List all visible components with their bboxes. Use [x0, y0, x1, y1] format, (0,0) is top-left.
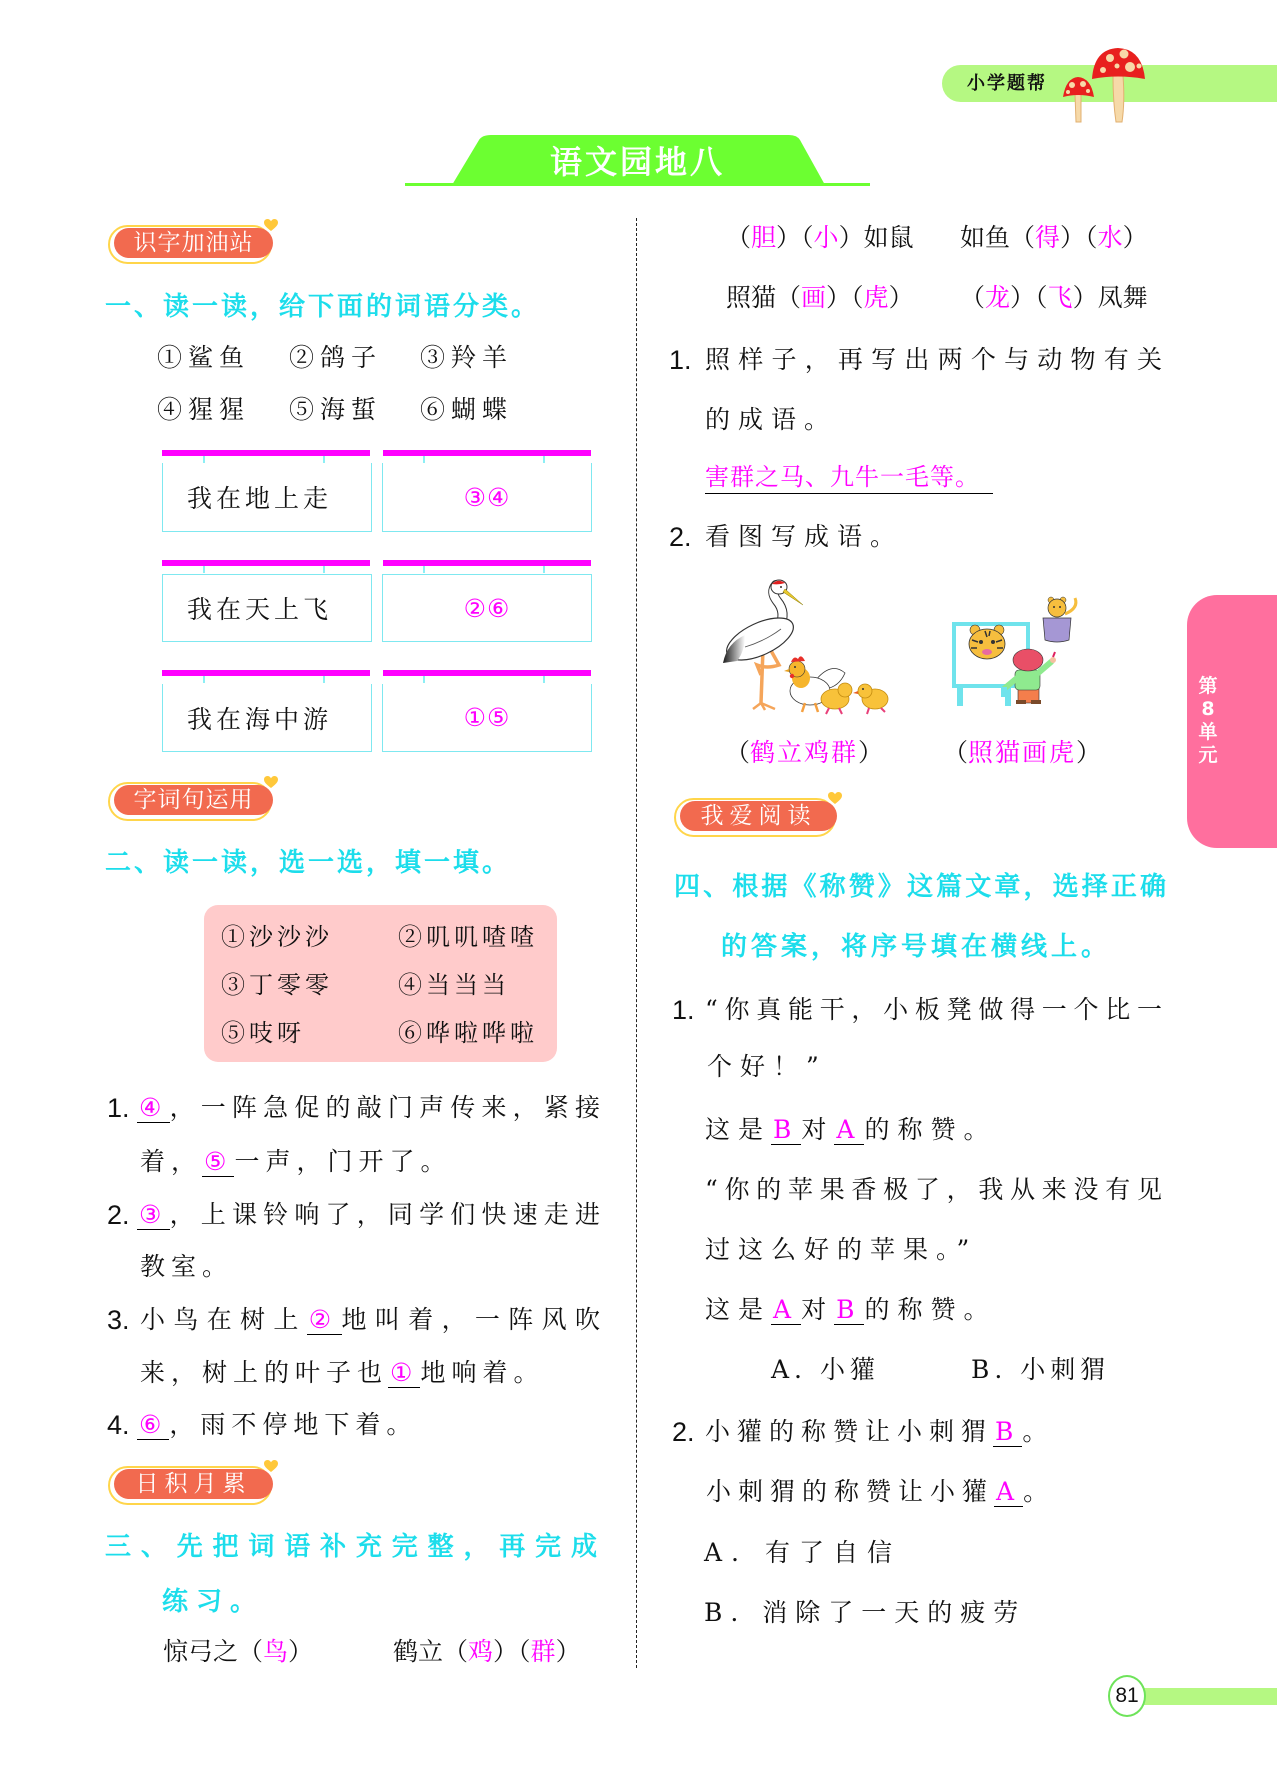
question-line: [140, 1252, 233, 1282]
table-tick: [203, 566, 205, 573]
answer-blank: ③: [139, 1200, 168, 1229]
table-answer-cell: [382, 574, 592, 642]
unit-tab: [1187, 595, 1277, 848]
idiom-answer: 水: [1097, 223, 1123, 252]
word-item: ④猩猩: [157, 395, 251, 424]
question-text: 小刺猬的称赞让小獾: [706, 1477, 995, 1506]
idiom-answer: 鸡: [468, 1637, 494, 1666]
idiom-answer: 画: [801, 283, 827, 312]
question-number: 1.: [672, 995, 695, 1025]
idiom-answer: 胆: [751, 223, 777, 252]
table-answer-cell: [382, 463, 592, 532]
answer-sentence: [705, 1295, 996, 1325]
question-heading-1: 一、读一读，给下面的词语分类。: [105, 292, 541, 322]
paren: ）: [1076, 738, 1102, 767]
idiom-text: ）（: [776, 223, 814, 252]
option-item: ④当当当: [398, 971, 510, 999]
idiom-text: ）（: [493, 1637, 531, 1666]
idiom-text: ）: [288, 1637, 314, 1666]
word-item: ⑥蝴蝶: [420, 395, 514, 424]
sentence-text: 这是: [705, 1295, 772, 1324]
question-line: [137, 1410, 417, 1440]
question-number: 4.: [107, 1410, 130, 1440]
question-text: 一声，门开了。: [234, 1147, 452, 1176]
answer-blank: ①: [390, 1358, 419, 1387]
answer-blank: ②: [308, 1305, 340, 1334]
quote-text: “你的苹果香极了，我从来没有见: [705, 1175, 1166, 1204]
answer-text: ③④: [463, 482, 511, 512]
idiom-text: （: [726, 223, 752, 252]
picture-label: [943, 738, 1101, 768]
unit-tab-char: 元: [1198, 744, 1218, 766]
idiom-text: ）（: [826, 283, 864, 312]
quote-text: 个好！”: [707, 1052, 827, 1081]
sentence-text: 这是: [705, 1115, 772, 1144]
table-tick: [203, 676, 205, 683]
idiom-text: 鹤立（: [393, 1637, 469, 1666]
sentence-text: 的称赞。: [864, 1295, 997, 1324]
heart-icon: [264, 776, 278, 789]
idiom-text: （: [960, 283, 986, 312]
idiom-text: 如鱼（: [960, 223, 1036, 252]
question-text: 教室。: [140, 1252, 234, 1281]
sentence-text: 对: [801, 1295, 835, 1324]
idiom-item: [960, 223, 1148, 253]
answer-blank: A: [996, 1477, 1022, 1506]
question-number: 2.: [669, 522, 692, 552]
badge-label: 识字加油站: [114, 228, 273, 258]
question-heading-4: 四、根据《称赞》这篇文章，选择正确: [674, 872, 1167, 902]
table-bar: [383, 450, 591, 456]
option-item: ⑤吱呀: [221, 1019, 305, 1047]
answer-blank: ⑥: [139, 1410, 168, 1439]
question-text: 地响着。: [420, 1358, 545, 1387]
answer-sentence: [705, 1115, 996, 1145]
table-tick: [423, 456, 425, 463]
question-line: [705, 1417, 1054, 1447]
idiom-text: ）（: [1010, 283, 1048, 312]
idiom-answer: 小: [813, 223, 839, 252]
table-category-cell: [162, 684, 372, 752]
table-tick: [543, 676, 545, 683]
heart-icon: [264, 1460, 278, 1473]
idiom-text: ）如鼠: [838, 223, 914, 252]
idiom-text: ）: [888, 283, 914, 312]
table-bar: [162, 560, 370, 566]
question-number: 1.: [107, 1093, 130, 1123]
section-badge-accumulation: [108, 1465, 275, 1505]
answer-text: ①⑤: [463, 703, 511, 732]
page-number-bar: [1140, 1688, 1277, 1705]
table-tick: [423, 676, 425, 683]
painting-tiger-illustration: [945, 590, 1095, 715]
question-text: 小鸟在树上: [140, 1305, 307, 1334]
badge-label: 字词句运用: [114, 785, 273, 815]
picture-answer: 照猫画虎: [968, 738, 1077, 767]
question-heading-4-cont: 的答案，将序号填在横线上。: [721, 932, 1112, 962]
word-item: ②鸽子: [289, 343, 383, 372]
table-bar: [162, 450, 370, 456]
unit-tab-char: 单: [1198, 721, 1218, 743]
table-tick: [543, 566, 545, 573]
paren: ）: [858, 738, 884, 767]
idiom-text: ）: [555, 1637, 581, 1666]
answer-blank: ⑤: [204, 1147, 233, 1176]
idiom-answer: 虎: [863, 283, 889, 312]
table-bar: [162, 670, 370, 676]
answer-blank: B: [773, 1115, 800, 1144]
question-line: [140, 1147, 451, 1177]
idiom-item: [960, 283, 1148, 313]
choice-option-a: A. 小獾: [771, 1355, 880, 1384]
idiom-answer: 飞: [1047, 283, 1073, 312]
idiom-text: 惊弓之（: [163, 1637, 264, 1666]
heart-icon: [828, 792, 842, 805]
word-item: ⑤海蜇: [289, 395, 383, 424]
table-tick: [323, 566, 325, 573]
paren: （: [725, 738, 751, 767]
page-number: 81: [1108, 1675, 1146, 1717]
option-item: ①沙沙沙: [221, 923, 333, 951]
mushroom-icon: [1058, 44, 1154, 124]
answer-blank: ④: [139, 1093, 168, 1122]
idiom-item: [726, 283, 914, 313]
table-tick: [203, 456, 205, 463]
answer-text: ②⑥: [463, 593, 511, 623]
crane-chickens-illustration: [715, 575, 895, 720]
question-heading-3-cont: 练习。: [162, 1587, 265, 1617]
question-number: 3.: [107, 1305, 130, 1335]
column-divider: [636, 218, 637, 1668]
question-text: 来，树上的叶子也: [140, 1358, 389, 1387]
idiom-text: ）凤舞: [1072, 283, 1148, 312]
question-text: 照样子，再写出两个与动物有关: [705, 345, 1166, 374]
question-heading-3: 三、先把词语补充完整，再完成: [105, 1532, 604, 1562]
answer-blank: A: [773, 1295, 800, 1324]
question-text: 着，: [140, 1147, 203, 1176]
question-line: [137, 1093, 604, 1123]
idiom-text: 照猫（: [726, 283, 802, 312]
question-text: 地叫着，一阵风吹: [341, 1305, 604, 1334]
table-tick: [323, 676, 325, 683]
table-category-cell: [162, 574, 372, 642]
quote-text: 过这么好的苹果。”: [705, 1235, 978, 1264]
idiom-item: [163, 1637, 313, 1667]
question-text: 的成语。: [705, 405, 838, 434]
table-bar: [383, 670, 591, 676]
sentence-text: 对: [801, 1115, 835, 1144]
question-text: 看图写成语。: [705, 522, 904, 551]
picture-answer: 鹤立鸡群: [750, 738, 859, 767]
idiom-answer: 龙: [985, 283, 1011, 312]
section-badge-usage: [108, 781, 275, 821]
cat-in-pot: [1043, 597, 1076, 642]
question-heading-2: 二、读一读，选一选，填一填。: [105, 848, 512, 878]
question-number: 2.: [107, 1200, 130, 1230]
answer-blank: B: [836, 1295, 863, 1324]
choice-option-a: A. 有了自信: [704, 1538, 901, 1567]
question-line: [137, 1200, 604, 1230]
paren: （: [943, 738, 969, 767]
choice-option-b: B. 小刺猬: [971, 1355, 1111, 1384]
question-line: [706, 1477, 1055, 1507]
badge-label: 日积月累: [114, 1469, 273, 1499]
chick: [853, 684, 888, 714]
question-text: 。: [1022, 1417, 1055, 1446]
section-badge-literacy: [108, 224, 275, 264]
table-tick: [323, 456, 325, 463]
answer-blank: B: [995, 1417, 1021, 1446]
category-label: 我在天上飞: [187, 595, 333, 624]
section-badge-reading: [674, 797, 839, 837]
idiom-item: [393, 1637, 581, 1667]
category-label: 我在地上走: [187, 484, 333, 513]
options-box: [204, 905, 557, 1062]
table-tick: [543, 456, 545, 463]
unit-tab-label: [1196, 675, 1220, 767]
idiom-answer: 群: [530, 1637, 556, 1666]
page-title: 语文园地八: [549, 143, 725, 181]
option-item: ⑥哗啦哗啦: [398, 1019, 538, 1047]
question-number: 2.: [672, 1417, 695, 1447]
question-text: 。: [1023, 1477, 1056, 1506]
word-item: ③羚羊: [420, 343, 514, 372]
question-text: ，上课铃响了，同学们快速走进: [169, 1200, 604, 1229]
idiom-answer: 鸟: [263, 1637, 289, 1666]
idiom-item: [726, 223, 914, 253]
unit-tab-char: 第: [1198, 675, 1218, 697]
table-bar: [383, 560, 591, 566]
picture-label: [725, 738, 883, 768]
table-tick: [423, 566, 425, 573]
brand-label: 小学题帮: [967, 73, 1047, 94]
question-line: [140, 1305, 604, 1335]
question-text: 小獾的称赞让小刺猬: [705, 1417, 994, 1446]
tiger-drawing: [969, 625, 1005, 659]
option-item: ③丁零零: [221, 971, 333, 999]
question-line: [140, 1358, 544, 1388]
heart-icon: [264, 219, 278, 232]
choice-option-b: B. 消除了一天的疲劳: [704, 1598, 1027, 1627]
badge-label: 我爱阅读: [680, 801, 837, 831]
idiom-answer: 得: [1035, 223, 1061, 252]
question-text: ，一阵急促的敲门声传来，紧接: [169, 1093, 604, 1122]
written-answer: 害群之马、九牛一毛等。: [705, 462, 993, 494]
unit-tab-char: 8: [1201, 698, 1215, 720]
answer-blank: A: [836, 1115, 863, 1144]
idiom-text: ）: [1122, 223, 1148, 252]
question-number: 1.: [669, 345, 692, 375]
option-item: ②叽叽喳喳: [398, 923, 538, 951]
table-answer-cell: [382, 684, 592, 752]
category-label: 我在海中游: [187, 704, 333, 734]
question-text: ，雨不停地下着。: [169, 1410, 418, 1439]
table-category-cell: [162, 463, 372, 532]
sentence-text: 的称赞。: [864, 1115, 997, 1144]
word-item: ①鲨鱼: [157, 343, 251, 372]
quote-text: “你真能干，小板凳做得一个比一: [705, 995, 1166, 1024]
idiom-text: ）（: [1060, 223, 1098, 252]
